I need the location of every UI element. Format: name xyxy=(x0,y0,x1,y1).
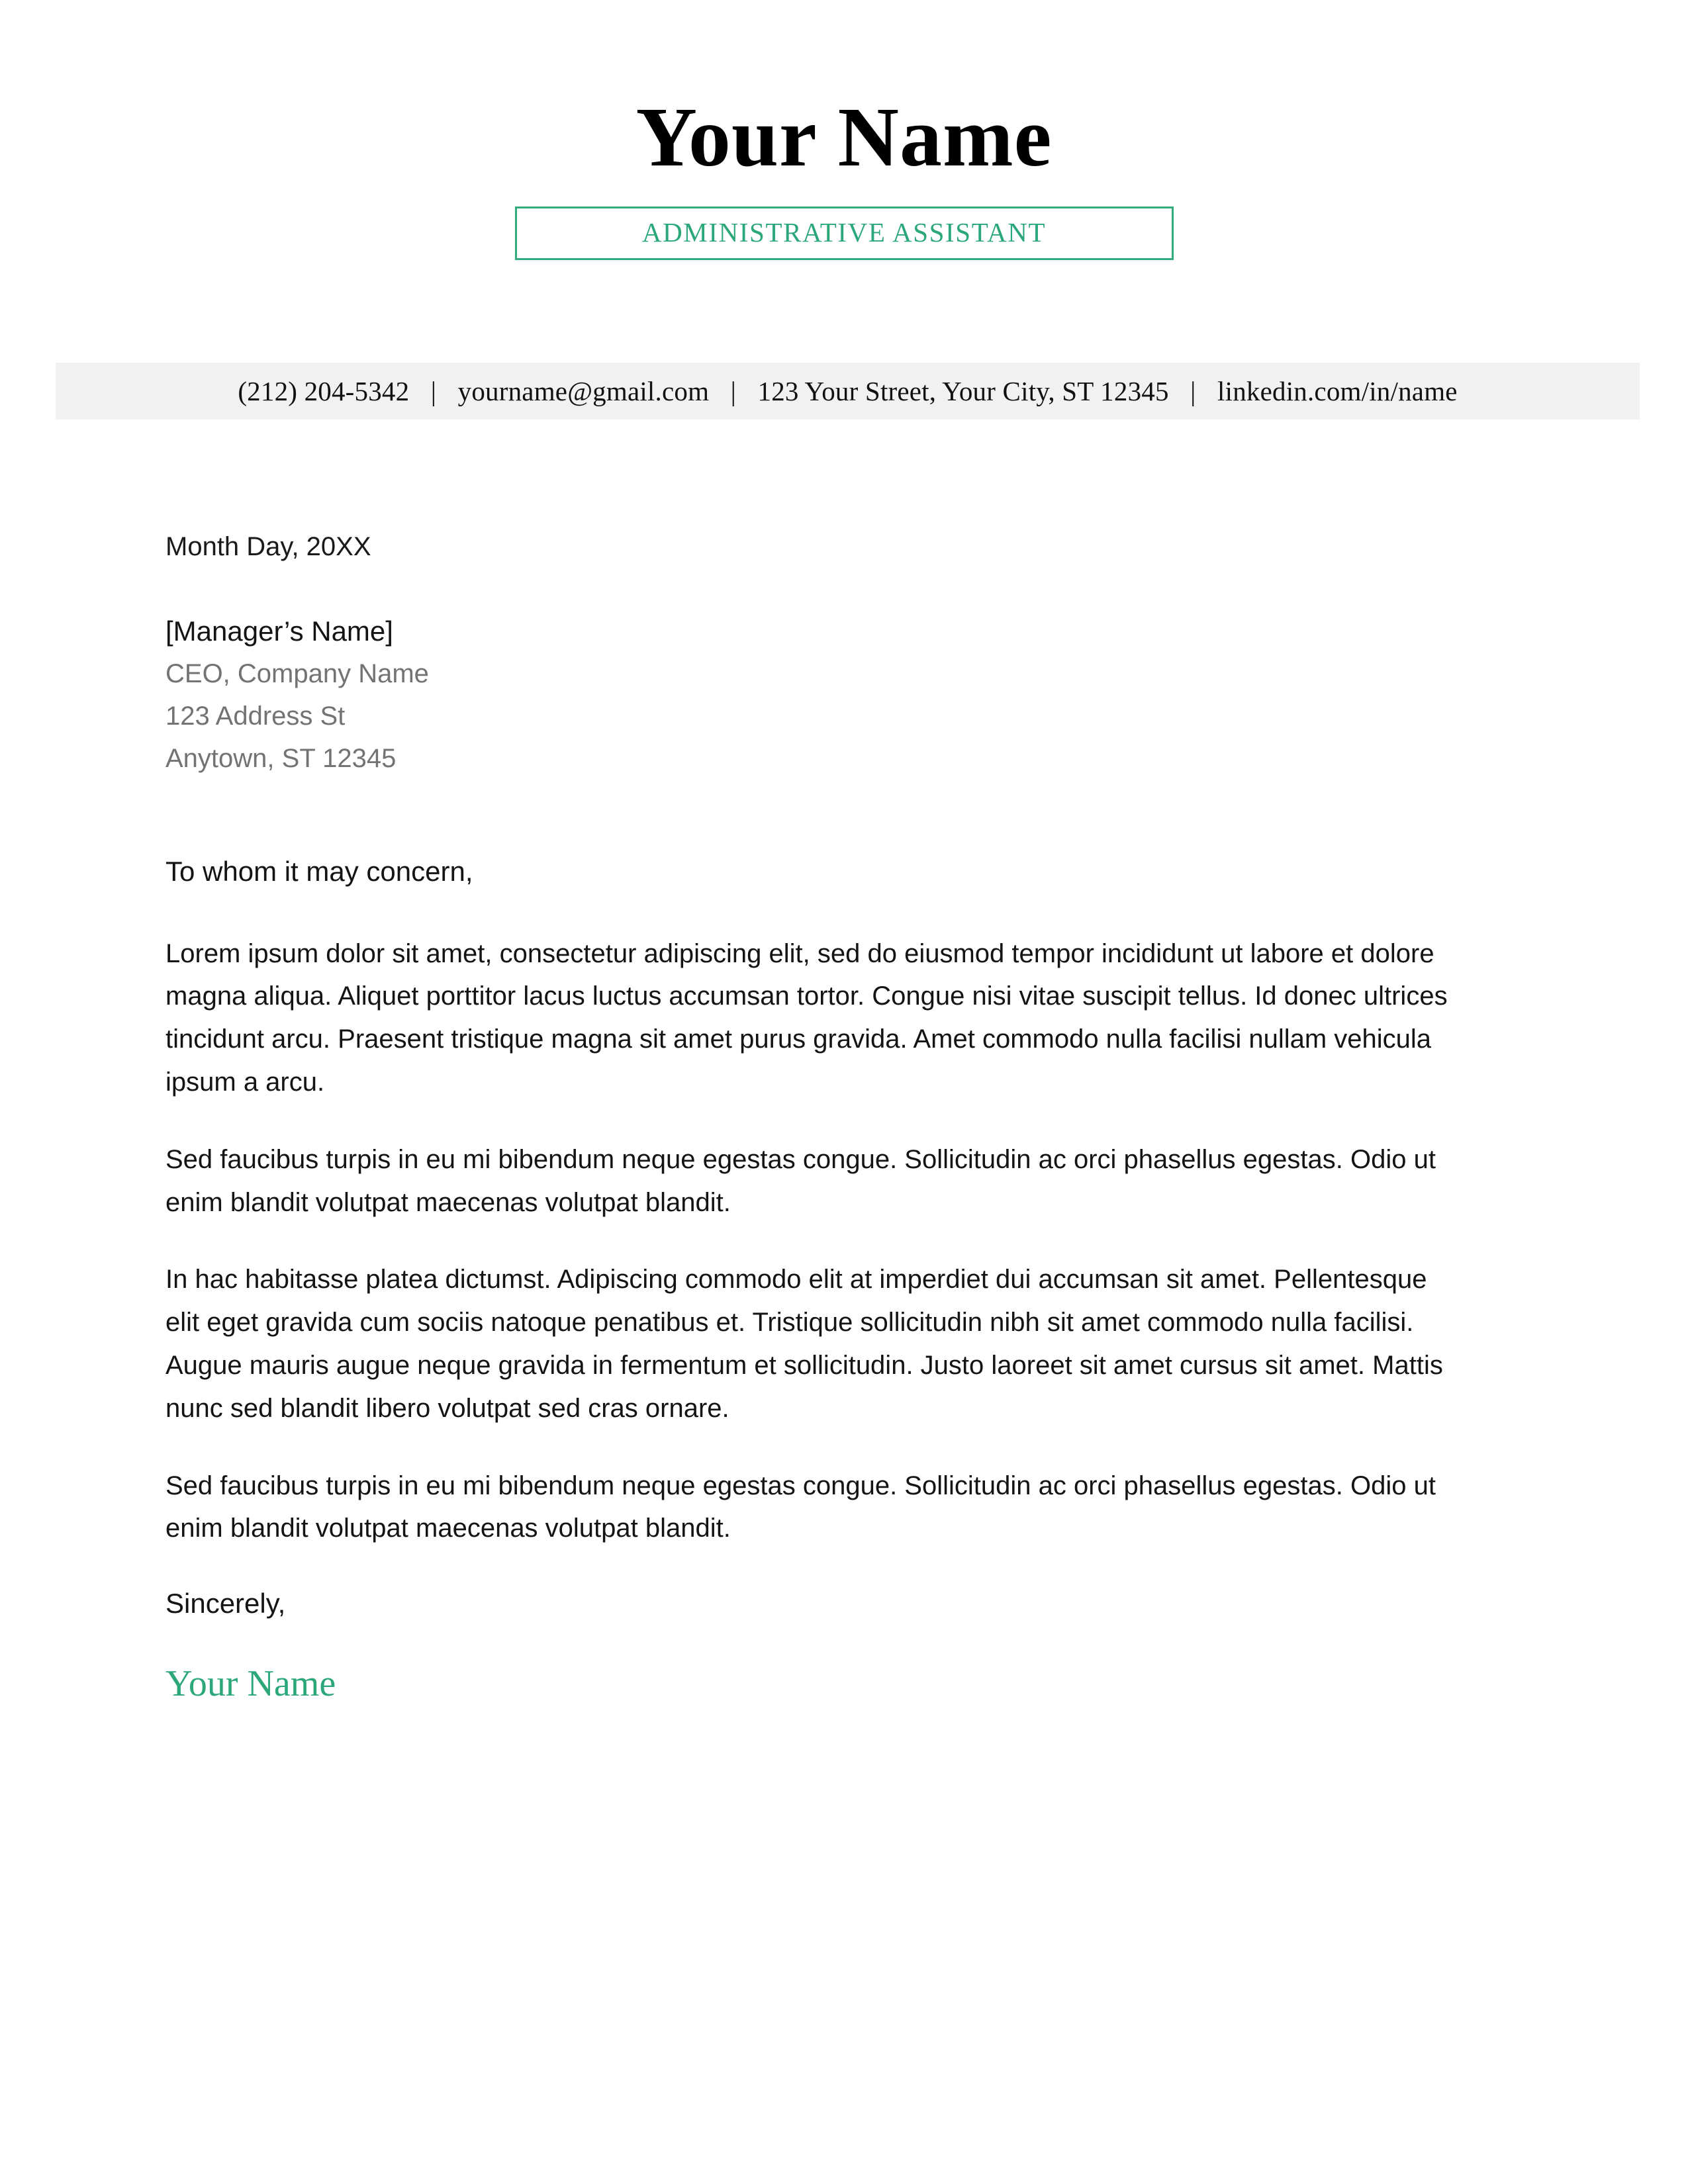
recipient-city-state-zip: Anytown, ST 12345 xyxy=(165,743,397,773)
body-paragraph: Sed faucibus turpis in eu mi bibendum neque egestas congue. Sollicitudin ac orci phasellus egestas. Odio ut enim blandit volutpat maecenas volutpat blandit. xyxy=(165,1144,1436,1217)
body-paragraph: In hac habitasse platea dictumst. Adipiscing commodo elit at imperdiet dui accumsan sit amet. Pellentesque elit eget gravida cum sociis natoque penatibus et. Tristique sollicitudin nibh sit amet commodo nulla facilisi. Augue mauris augue neque gravida in fermentum et sollicitudin. Justo laoreet sit amet cursus sit amet. Mattis nunc sed blandit libero volutpat sed cras ornare. xyxy=(165,1265,1443,1423)
letter-date: Month Day, 20XX xyxy=(165,532,371,561)
recipient-street: 123 Address St xyxy=(165,701,346,731)
contact-inner xyxy=(238,375,1457,407)
letter-body xyxy=(165,529,1463,1706)
recipient-block xyxy=(165,610,1463,780)
job-title-label: ADMINISTRATIVE ASSISTANT xyxy=(641,217,1047,248)
recipient-name: [Manager’s Name] xyxy=(165,615,393,647)
closing-salutation: Sincerely, xyxy=(165,1588,286,1619)
salutation: To whom it may concern, xyxy=(165,855,473,887)
body-paragraph: Sed faucibus turpis in eu mi bibendum neque egestas congue. Sollicitudin ac orci phasellus egestas. Odio ut enim blandit volutpat maecenas volutpat blandit. xyxy=(165,1471,1436,1543)
contact-phone[interactable]: (212) 204-5342 xyxy=(238,376,410,406)
contact-separator: | xyxy=(730,376,737,406)
contact-email[interactable]: yourname@gmail.com xyxy=(457,376,710,406)
contact-bar xyxy=(56,363,1640,420)
job-title-box xyxy=(515,206,1174,260)
page-title: Your Name xyxy=(635,90,1053,184)
body-paragraph: Lorem ipsum dolor sit amet, consectetur adipiscing elit, sed do eiusmod tempor incididunt ut labore et dolore magna aliqua. Aliquet porttitor lacus luctus accumsan tortor. Congue nisi vitae suscipit tellus. Id donec ultrices tincidunt arcu. Praesent tristique magna sit amet purus gravida. Amet commodo nulla facilisi nullam vehicula ipsum a arcu. xyxy=(165,938,1448,1097)
recipient-title: CEO, Company Name xyxy=(165,659,429,688)
contact-address: 123 Your Street, Your City, ST 12345 xyxy=(757,376,1169,406)
contact-separator: | xyxy=(1190,376,1196,406)
contact-linkedin[interactable]: linkedin.com/in/name xyxy=(1217,376,1458,406)
contact-separator: | xyxy=(430,376,437,406)
signature-name: Your Name xyxy=(165,1662,336,1704)
letterhead xyxy=(0,0,1688,260)
